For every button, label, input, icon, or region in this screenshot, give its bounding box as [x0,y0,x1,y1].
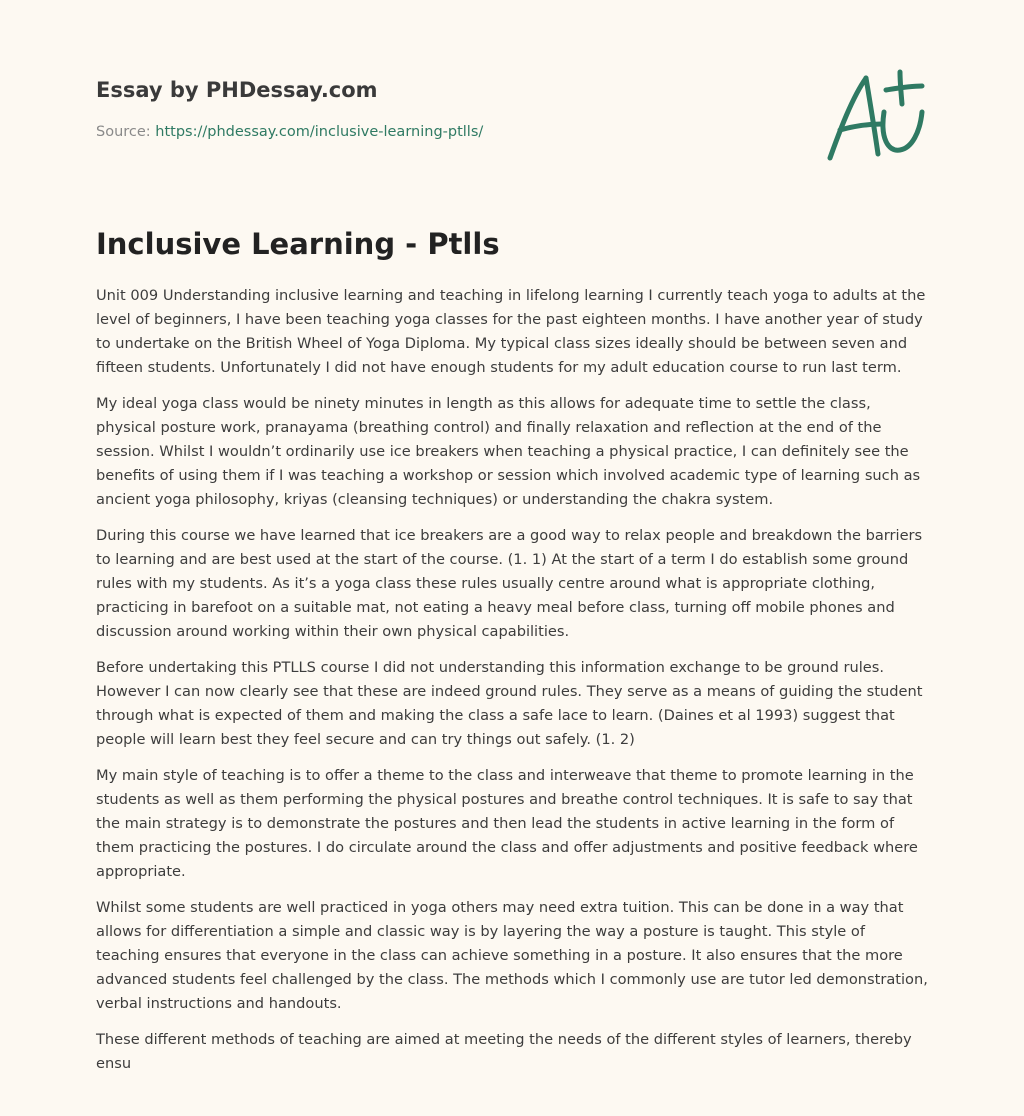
site-brand: Essay by PHDessay.com [96,78,378,102]
essay-paragraph: These different methods of teaching are aimed at meeting the needs of the different styles of learners, thereby ensu [96,1031,912,1072]
a-plus-logo-icon [822,68,932,164]
source-link[interactable]: https://phdessay.com/inclusive-learning-ptlls/ [155,124,484,140]
essay-paragraph: My main style of teaching is to offer a theme to the class and interweave that theme to promote learning in the students as well as them performing the physical postures and breathe control techniques. It is safe to say that the main strategy is to demonstrate the postures and then lead the students in active learning in the form of them practicing the postures. I do circulate around the class and offer adjustments and positive feedback where appropriate. [96,767,918,880]
essay-paragraph: Unit 009 Understanding inclusive learning and teaching in lifelong learning I currently teach yoga to adults at the level of beginners, I have been teaching yoga classes for the past eighteen months. I have another year of study to undertake on the British Wheel of Yoga Diploma. My typical class sizes ideally should be between seven and fifteen students. Unfortunately I did not have enough students for my adult education course to run last term. [96,287,926,376]
source-label: Source: [96,124,156,140]
essay-body [96,284,932,1088]
essay-paragraph: My ideal yoga class would be ninety minutes in length as this allows for adequate time to settle the class, physical posture work, pranayama (breathing control) and finally relaxation and reflection at the end of the session. Whilst I wouldn’t ordinarily use ice breakers when teaching a physical practice, I can definitely see the benefits of using them if I was teaching a workshop or session which involved academic type of learning such as ancient yoga philosophy, kriyas (cleansing techniques) or understanding the chakra system. [96,395,921,508]
source-line [96,122,796,142]
essay-title: Inclusive Learning - Ptlls [96,227,500,261]
essay-paragraph: Before undertaking this PTLLS course I did not understanding this information exchange to be ground rules. However I can now clearly see that these are indeed ground rules. They serve as a means of guiding the student through what is expected of them and making the class a safe lace to learn. (Daines et al 1993) suggest that people will learn best they feel secure and can try things out safely. (1. 2) [96,659,923,748]
header [96,72,796,142]
essay-paragraph: During this course we have learned that ice breakers are a good way to relax people and breakdown the barriers to learning and are best used at the start of the course. (1. 1) At the start of a term I do establish some ground rules with my students. As it’s a yoga class these rules usually centre around what is appropriate clothing, practicing in barefoot on a suitable mat, not eating a heavy meal before class, turning off mobile phones and discussion around working within their own physical capabilities. [96,527,923,640]
essay-paragraph: Whilst some students are well practiced in yoga others may need extra tuition. This can be done in a way that allows for differentiation a simple and classic way is by layering the way a posture is taught. This style of teaching ensures that everyone in the class can achieve something in a posture. It also ensures that the more advanced students feel challenged by the class. The methods which I commonly use are tutor led demonstration, verbal instructions and handouts. [96,899,928,1012]
